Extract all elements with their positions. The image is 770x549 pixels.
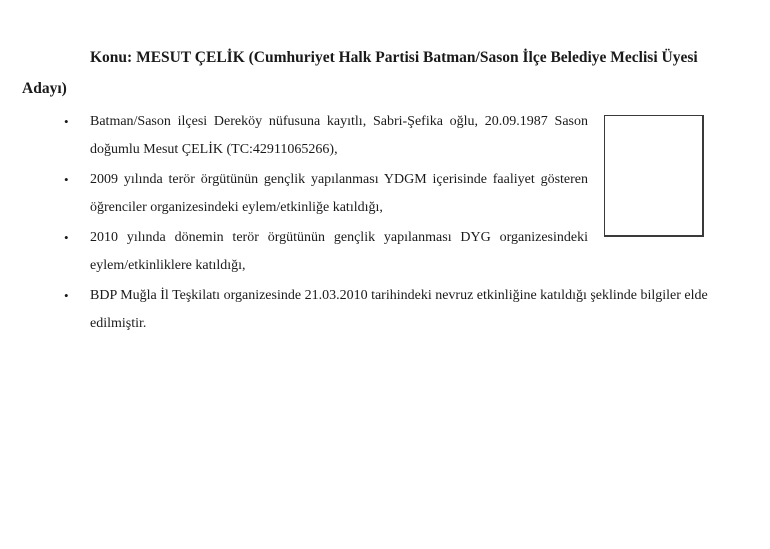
subject-line: Konu: MESUT ÇELİK (Cumhuriyet Halk Partisi Batman/Sason İlçe Belediye Meclisi Üyesi Adayı) xyxy=(22,49,698,97)
list-item xyxy=(62,166,588,222)
bullet-icon: • xyxy=(64,114,69,129)
bullet-icon: • xyxy=(64,172,69,187)
list-item-text: 2010 yılında dönemin terör örgütünün gençlik yapılanması DYG organizesindeki eylem/etkinliklere katıldığı, xyxy=(90,230,588,273)
list-item xyxy=(62,108,588,164)
bullet-icon: • xyxy=(64,230,69,245)
photo-placeholder xyxy=(604,115,704,237)
bullet-icon: • xyxy=(64,288,69,303)
list-item xyxy=(62,224,588,280)
list-item-text: BDP Muğla İl Teşkilatı organizesinde 21.03.2010 tarihindeki nevruz etkinliğine katıldığı şeklinde bilgiler elde edilmiştir. xyxy=(90,288,708,331)
list-item-text: 2009 yılında terör örgütünün gençlik yapılanması YDGM içerisinde faaliyet gösteren öğrenciler organizesindeki eylem/etkinliğe katıldığı, xyxy=(90,172,588,215)
list-item xyxy=(62,282,722,338)
list-item-text: Batman/Sason ilçesi Dereköy nüfusuna kayıtlı, Sabri-Şefika oğlu, 20.09.1987 Sason doğumlu Mesut ÇELİK (TC:42911065266), xyxy=(90,114,588,157)
